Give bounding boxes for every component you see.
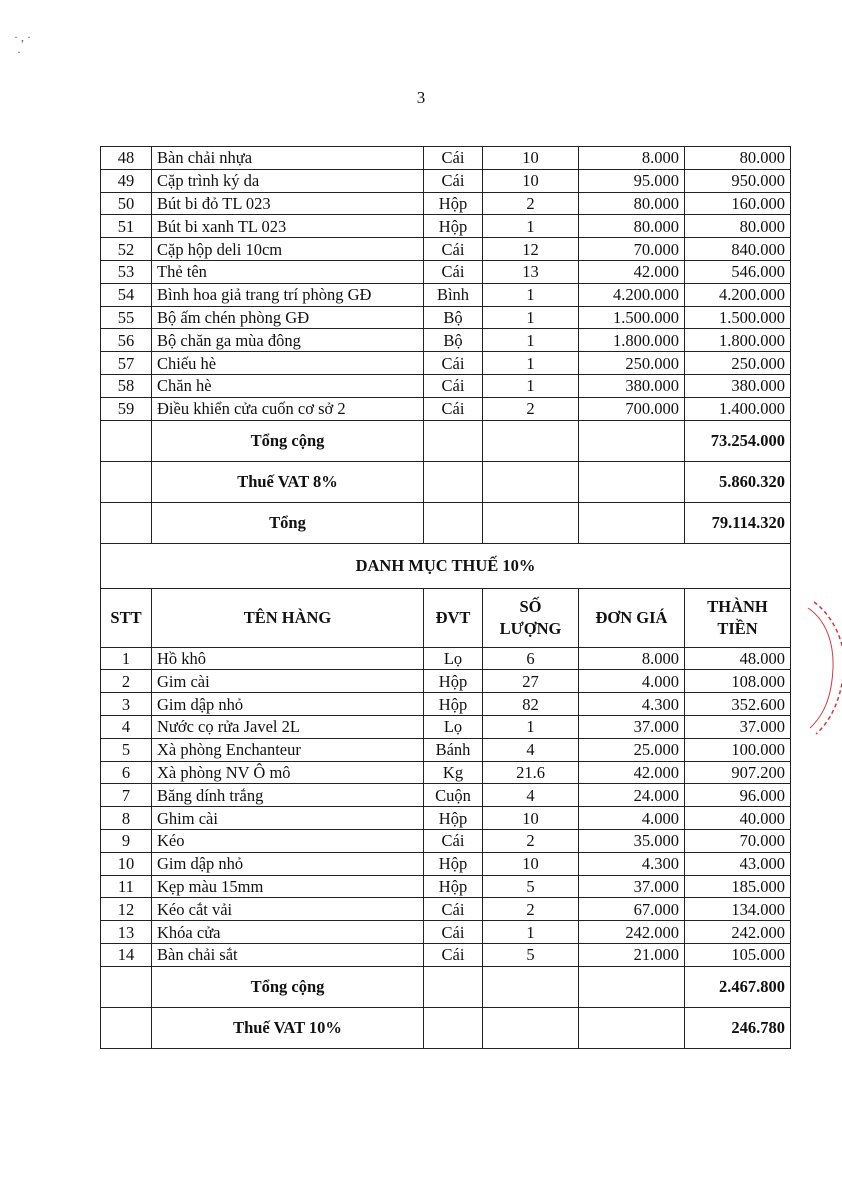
- cell-amount: 185.000: [685, 875, 791, 898]
- cell-unit: Hộp: [424, 215, 483, 238]
- cell-amount: 907.200: [685, 761, 791, 784]
- table1-row: [101, 374, 791, 397]
- table2-row: [101, 647, 791, 670]
- cell-qty: 6: [483, 647, 579, 670]
- cell-name: Thẻ tên: [152, 260, 424, 283]
- cell-price: 42.000: [579, 761, 685, 784]
- grand-total-value: 79.114.320: [685, 502, 791, 543]
- page-number: 3: [416, 88, 426, 107]
- table2-row: [101, 738, 791, 761]
- cell-qty: 2: [483, 898, 579, 921]
- cell-qty: 2: [483, 192, 579, 215]
- table1-row: [101, 397, 791, 420]
- cell-price: 95.000: [579, 169, 685, 192]
- cell-unit: Hộp: [424, 875, 483, 898]
- table2-row: [101, 761, 791, 784]
- total-value: 73.254.000: [685, 420, 791, 461]
- cell-name: Điều khiển cửa cuốn cơ sở 2: [152, 397, 424, 420]
- cell-price: 25.000: [579, 738, 685, 761]
- cell-qty: 1: [483, 374, 579, 397]
- cell-unit: Kg: [424, 761, 483, 784]
- cell-price: 37.000: [579, 875, 685, 898]
- cell-price: 250.000: [579, 352, 685, 375]
- cell-price: 4.200.000: [579, 283, 685, 306]
- cell-name: Bàn chải sắt: [152, 943, 424, 966]
- cell-price: 380.000: [579, 374, 685, 397]
- cell-stt: 4: [101, 715, 152, 738]
- table2-row: [101, 898, 791, 921]
- table1-row: [101, 169, 791, 192]
- invoice-table: [100, 146, 791, 1049]
- cell-amount: 105.000: [685, 943, 791, 966]
- cell-qty: 10: [483, 852, 579, 875]
- cell-unit: Bánh: [424, 738, 483, 761]
- cell-stt: 1: [101, 647, 152, 670]
- cell-amount: 250.000: [685, 352, 791, 375]
- cell-qty: 21.6: [483, 761, 579, 784]
- cell-stt: 55: [101, 306, 152, 329]
- red-stamp-fragment: [806, 598, 842, 738]
- cell-name: Chăn hè: [152, 374, 424, 397]
- cell-unit: Cái: [424, 169, 483, 192]
- table1-row: [101, 283, 791, 306]
- total-row-2: [101, 966, 791, 1007]
- grand-total-row: [101, 502, 791, 543]
- cell-unit: Hộp: [424, 852, 483, 875]
- cell-price: 42.000: [579, 260, 685, 283]
- cell-name: Bình hoa giả trang trí phòng GĐ: [152, 283, 424, 306]
- cell-stt: 11: [101, 875, 152, 898]
- table1-row: [101, 238, 791, 261]
- cell-unit: Hộp: [424, 670, 483, 693]
- cell-stt: 56: [101, 329, 152, 352]
- cell-name: Gim cài: [152, 670, 424, 693]
- cell-stt: 14: [101, 943, 152, 966]
- table1-row: [101, 260, 791, 283]
- cell-name: Kéo: [152, 829, 424, 852]
- table2-row: [101, 784, 791, 807]
- cell-qty: 1: [483, 306, 579, 329]
- cell-price: 37.000: [579, 715, 685, 738]
- table2-row: [101, 807, 791, 830]
- header-stt: STT: [101, 588, 152, 647]
- cell-unit: Bộ: [424, 306, 483, 329]
- header-price: ĐƠN GIÁ: [579, 588, 685, 647]
- cell-unit: Lọ: [424, 715, 483, 738]
- cell-amount: 1.800.000: [685, 329, 791, 352]
- cell-name: Bút bi đỏ TL 023: [152, 192, 424, 215]
- cell-price: 1.500.000: [579, 306, 685, 329]
- scan-speck: · , · ·: [14, 30, 31, 59]
- cell-amount: 37.000: [685, 715, 791, 738]
- cell-name: Kéo cắt vải: [152, 898, 424, 921]
- cell-name: Ghim cài: [152, 807, 424, 830]
- table2-row: [101, 715, 791, 738]
- total-label: Tổng cộng: [152, 420, 424, 461]
- header-amount: THÀNH TIỀN: [685, 588, 791, 647]
- grand-total-label: Tổng: [152, 502, 424, 543]
- cell-unit: Cuộn: [424, 784, 483, 807]
- header-name: TÊN HÀNG: [152, 588, 424, 647]
- cell-name: Xà phòng Enchanteur: [152, 738, 424, 761]
- cell-name: Bút bi xanh TL 023: [152, 215, 424, 238]
- cell-qty: 1: [483, 352, 579, 375]
- cell-amount: 80.000: [685, 147, 791, 170]
- table2-row: [101, 829, 791, 852]
- cell-qty: 27: [483, 670, 579, 693]
- cell-name: Hồ khô: [152, 647, 424, 670]
- header-unit: ĐVT: [424, 588, 483, 647]
- cell-unit: Cái: [424, 829, 483, 852]
- vat-value: 5.860.320: [685, 461, 791, 502]
- table1-row: [101, 147, 791, 170]
- cell-price: 8.000: [579, 647, 685, 670]
- cell-qty: 10: [483, 807, 579, 830]
- cell-unit: Bình: [424, 283, 483, 306]
- header-row: [101, 588, 791, 647]
- cell-stt: 2: [101, 670, 152, 693]
- cell-qty: 1: [483, 921, 579, 944]
- cell-stt: 49: [101, 169, 152, 192]
- cell-amount: 840.000: [685, 238, 791, 261]
- table1-row: [101, 329, 791, 352]
- cell-qty: 1: [483, 283, 579, 306]
- cell-stt: 51: [101, 215, 152, 238]
- cell-stt: 12: [101, 898, 152, 921]
- cell-name: Băng dính trắng: [152, 784, 424, 807]
- cell-price: 4.000: [579, 807, 685, 830]
- total-label-2: Tổng cộng: [152, 966, 424, 1007]
- cell-unit: Cái: [424, 898, 483, 921]
- cell-price: 35.000: [579, 829, 685, 852]
- table1-row: [101, 192, 791, 215]
- cell-price: 70.000: [579, 238, 685, 261]
- cell-qty: 13: [483, 260, 579, 283]
- cell-stt: 3: [101, 693, 152, 716]
- cell-unit: Lọ: [424, 647, 483, 670]
- cell-qty: 1: [483, 215, 579, 238]
- cell-amount: 48.000: [685, 647, 791, 670]
- cell-stt: 13: [101, 921, 152, 944]
- cell-price: 4.300: [579, 693, 685, 716]
- cell-stt: 6: [101, 761, 152, 784]
- cell-amount: 380.000: [685, 374, 791, 397]
- cell-name: Bộ chăn ga mùa đông: [152, 329, 424, 352]
- cell-qty: 4: [483, 738, 579, 761]
- cell-name: Bàn chải nhựa: [152, 147, 424, 170]
- cell-price: 21.000: [579, 943, 685, 966]
- cell-price: 1.800.000: [579, 329, 685, 352]
- cell-amount: 40.000: [685, 807, 791, 830]
- cell-unit: Hộp: [424, 693, 483, 716]
- cell-price: 67.000: [579, 898, 685, 921]
- table2-row: [101, 921, 791, 944]
- cell-unit: Cái: [424, 397, 483, 420]
- cell-stt: 53: [101, 260, 152, 283]
- total-value-2: 2.467.800: [685, 966, 791, 1007]
- cell-stt: 59: [101, 397, 152, 420]
- cell-amount: 242.000: [685, 921, 791, 944]
- total-row: [101, 420, 791, 461]
- cell-qty: 4: [483, 784, 579, 807]
- cell-amount: 70.000: [685, 829, 791, 852]
- cell-price: 700.000: [579, 397, 685, 420]
- section-title: DANH MỤC THUẾ 10%: [101, 543, 791, 588]
- table1-row: [101, 352, 791, 375]
- cell-stt: 7: [101, 784, 152, 807]
- cell-stt: 54: [101, 283, 152, 306]
- cell-name: Cặp hộp deli 10cm: [152, 238, 424, 261]
- cell-name: Xà phòng NV Ô mô: [152, 761, 424, 784]
- cell-name: Nước cọ rửa Javel 2L: [152, 715, 424, 738]
- cell-amount: 546.000: [685, 260, 791, 283]
- cell-amount: 1.500.000: [685, 306, 791, 329]
- vat-label-2: Thuế VAT 10%: [152, 1007, 424, 1048]
- cell-amount: 352.600: [685, 693, 791, 716]
- cell-qty: 10: [483, 169, 579, 192]
- vat-row-2: [101, 1007, 791, 1048]
- cell-unit: Cái: [424, 374, 483, 397]
- cell-name: Cặp trình ký da: [152, 169, 424, 192]
- cell-unit: Hộp: [424, 192, 483, 215]
- table1-body: [101, 147, 791, 421]
- section-title-row: [101, 543, 791, 588]
- cell-price: 4.300: [579, 852, 685, 875]
- cell-name: Gim dập nhỏ: [152, 852, 424, 875]
- cell-qty: 5: [483, 943, 579, 966]
- cell-stt: 48: [101, 147, 152, 170]
- cell-stt: 8: [101, 807, 152, 830]
- cell-qty: 10: [483, 147, 579, 170]
- table2-row: [101, 852, 791, 875]
- cell-stt: 50: [101, 192, 152, 215]
- cell-price: 80.000: [579, 215, 685, 238]
- cell-unit: Cái: [424, 238, 483, 261]
- cell-amount: 160.000: [685, 192, 791, 215]
- cell-qty: 82: [483, 693, 579, 716]
- cell-stt: 52: [101, 238, 152, 261]
- vat-label: Thuế VAT 8%: [152, 461, 424, 502]
- cell-unit: Cái: [424, 921, 483, 944]
- cell-qty: 2: [483, 829, 579, 852]
- cell-unit: Cái: [424, 352, 483, 375]
- header-qty: SỐ LƯỢNG: [483, 588, 579, 647]
- cell-amount: 950.000: [685, 169, 791, 192]
- cell-amount: 100.000: [685, 738, 791, 761]
- cell-qty: 12: [483, 238, 579, 261]
- cell-stt: 57: [101, 352, 152, 375]
- cell-name: Gim dập nhỏ: [152, 693, 424, 716]
- cell-price: 24.000: [579, 784, 685, 807]
- table2-body: [101, 647, 791, 966]
- cell-price: 242.000: [579, 921, 685, 944]
- cell-amount: 4.200.000: [685, 283, 791, 306]
- cell-amount: 80.000: [685, 215, 791, 238]
- vat-value-2: 246.780: [685, 1007, 791, 1048]
- cell-unit: Bộ: [424, 329, 483, 352]
- cell-price: 80.000: [579, 192, 685, 215]
- cell-price: 4.000: [579, 670, 685, 693]
- table2-row: [101, 943, 791, 966]
- cell-stt: 58: [101, 374, 152, 397]
- cell-name: Khóa cửa: [152, 921, 424, 944]
- table1-row: [101, 306, 791, 329]
- cell-unit: Cái: [424, 943, 483, 966]
- cell-price: 8.000: [579, 147, 685, 170]
- cell-amount: 96.000: [685, 784, 791, 807]
- cell-stt: 5: [101, 738, 152, 761]
- cell-name: Kẹp màu 15mm: [152, 875, 424, 898]
- cell-amount: 108.000: [685, 670, 791, 693]
- table2-row: [101, 670, 791, 693]
- cell-unit: Cái: [424, 147, 483, 170]
- cell-unit: Cái: [424, 260, 483, 283]
- cell-name: Chiếu hè: [152, 352, 424, 375]
- cell-qty: 1: [483, 329, 579, 352]
- cell-amount: 1.400.000: [685, 397, 791, 420]
- table2-row: [101, 875, 791, 898]
- cell-unit: Hộp: [424, 807, 483, 830]
- cell-stt: 10: [101, 852, 152, 875]
- cell-amount: 134.000: [685, 898, 791, 921]
- cell-qty: 5: [483, 875, 579, 898]
- vat-row: [101, 461, 791, 502]
- table2-row: [101, 693, 791, 716]
- cell-stt: 9: [101, 829, 152, 852]
- table1-row: [101, 215, 791, 238]
- cell-qty: 1: [483, 715, 579, 738]
- cell-name: Bộ ấm chén phòng GĐ: [152, 306, 424, 329]
- cell-amount: 43.000: [685, 852, 791, 875]
- cell-qty: 2: [483, 397, 579, 420]
